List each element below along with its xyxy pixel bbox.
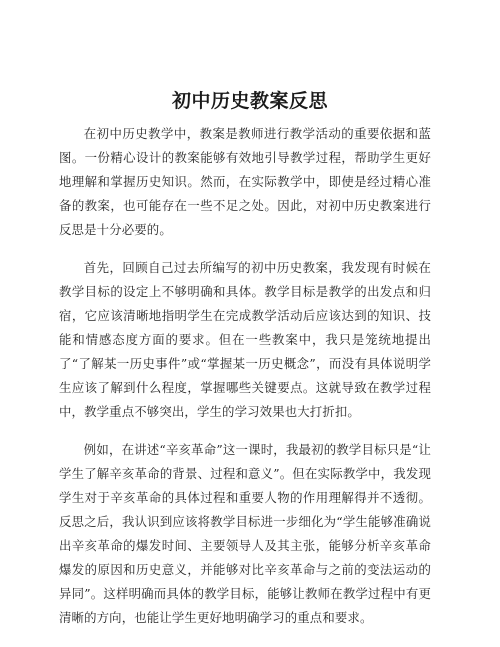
- document-body: [59, 122, 431, 644]
- paragraph-intro: 在初中历史教学中，教案是教师进行教学活动的重要依据和蓝图。一份精心设计的教案能够有效地引导教学过程，帮助学生更好地理解和掌握历史知识。然而，在实际教学中，即使是经过精心准备的教案，也可能存在一些不足之处。因此，对初中历史教案进行反思是十分必要的。: [59, 126, 431, 237]
- paragraph-example: 例如，在讲述“辛亥革命”这一课时，我最初的教学目标只是“让学生了解辛亥革命的背景、过程和意义”。但在实际教学中，我发现学生对于辛亥革命的具体过程和重要人物的作用理解得并不透彻。反思之后，我认识到应该将教学目标进一步细化为“学生能够准确说出辛亥革命的爆发时间、主要领导人及其主张，能够分析辛亥革命爆发的原因和历史意义，并能够对比辛亥革命与之前的变法运动的异同”。这样明确而具体的教学目标，能够让教师在教学过程中有更清晰的方向，也能让学生更好地明确学习的重点和要求。: [59, 442, 431, 625]
- paragraph-objectives: 首先，回顾自己过去所编写的初中历史教案，我发现有时候在教学目标的设定上不够明确和具体。教学目标是教学的出发点和归宿，它应该清晰地指明学生在完成教学活动后应该达到的知识、技能和情感态度方面的要求。但在一些教案中，我只是笼统地提出了“了解某一历史事件”或“掌握某一历史概念”，而没有具体说明学生应该了解到什么程度，掌握哪些关键要点。这就导致在教学过程中，教学重点不够突出，学生的学习效果也大打折扣。: [59, 260, 431, 419]
- document-title: 初中历史教案反思: [171, 90, 328, 112]
